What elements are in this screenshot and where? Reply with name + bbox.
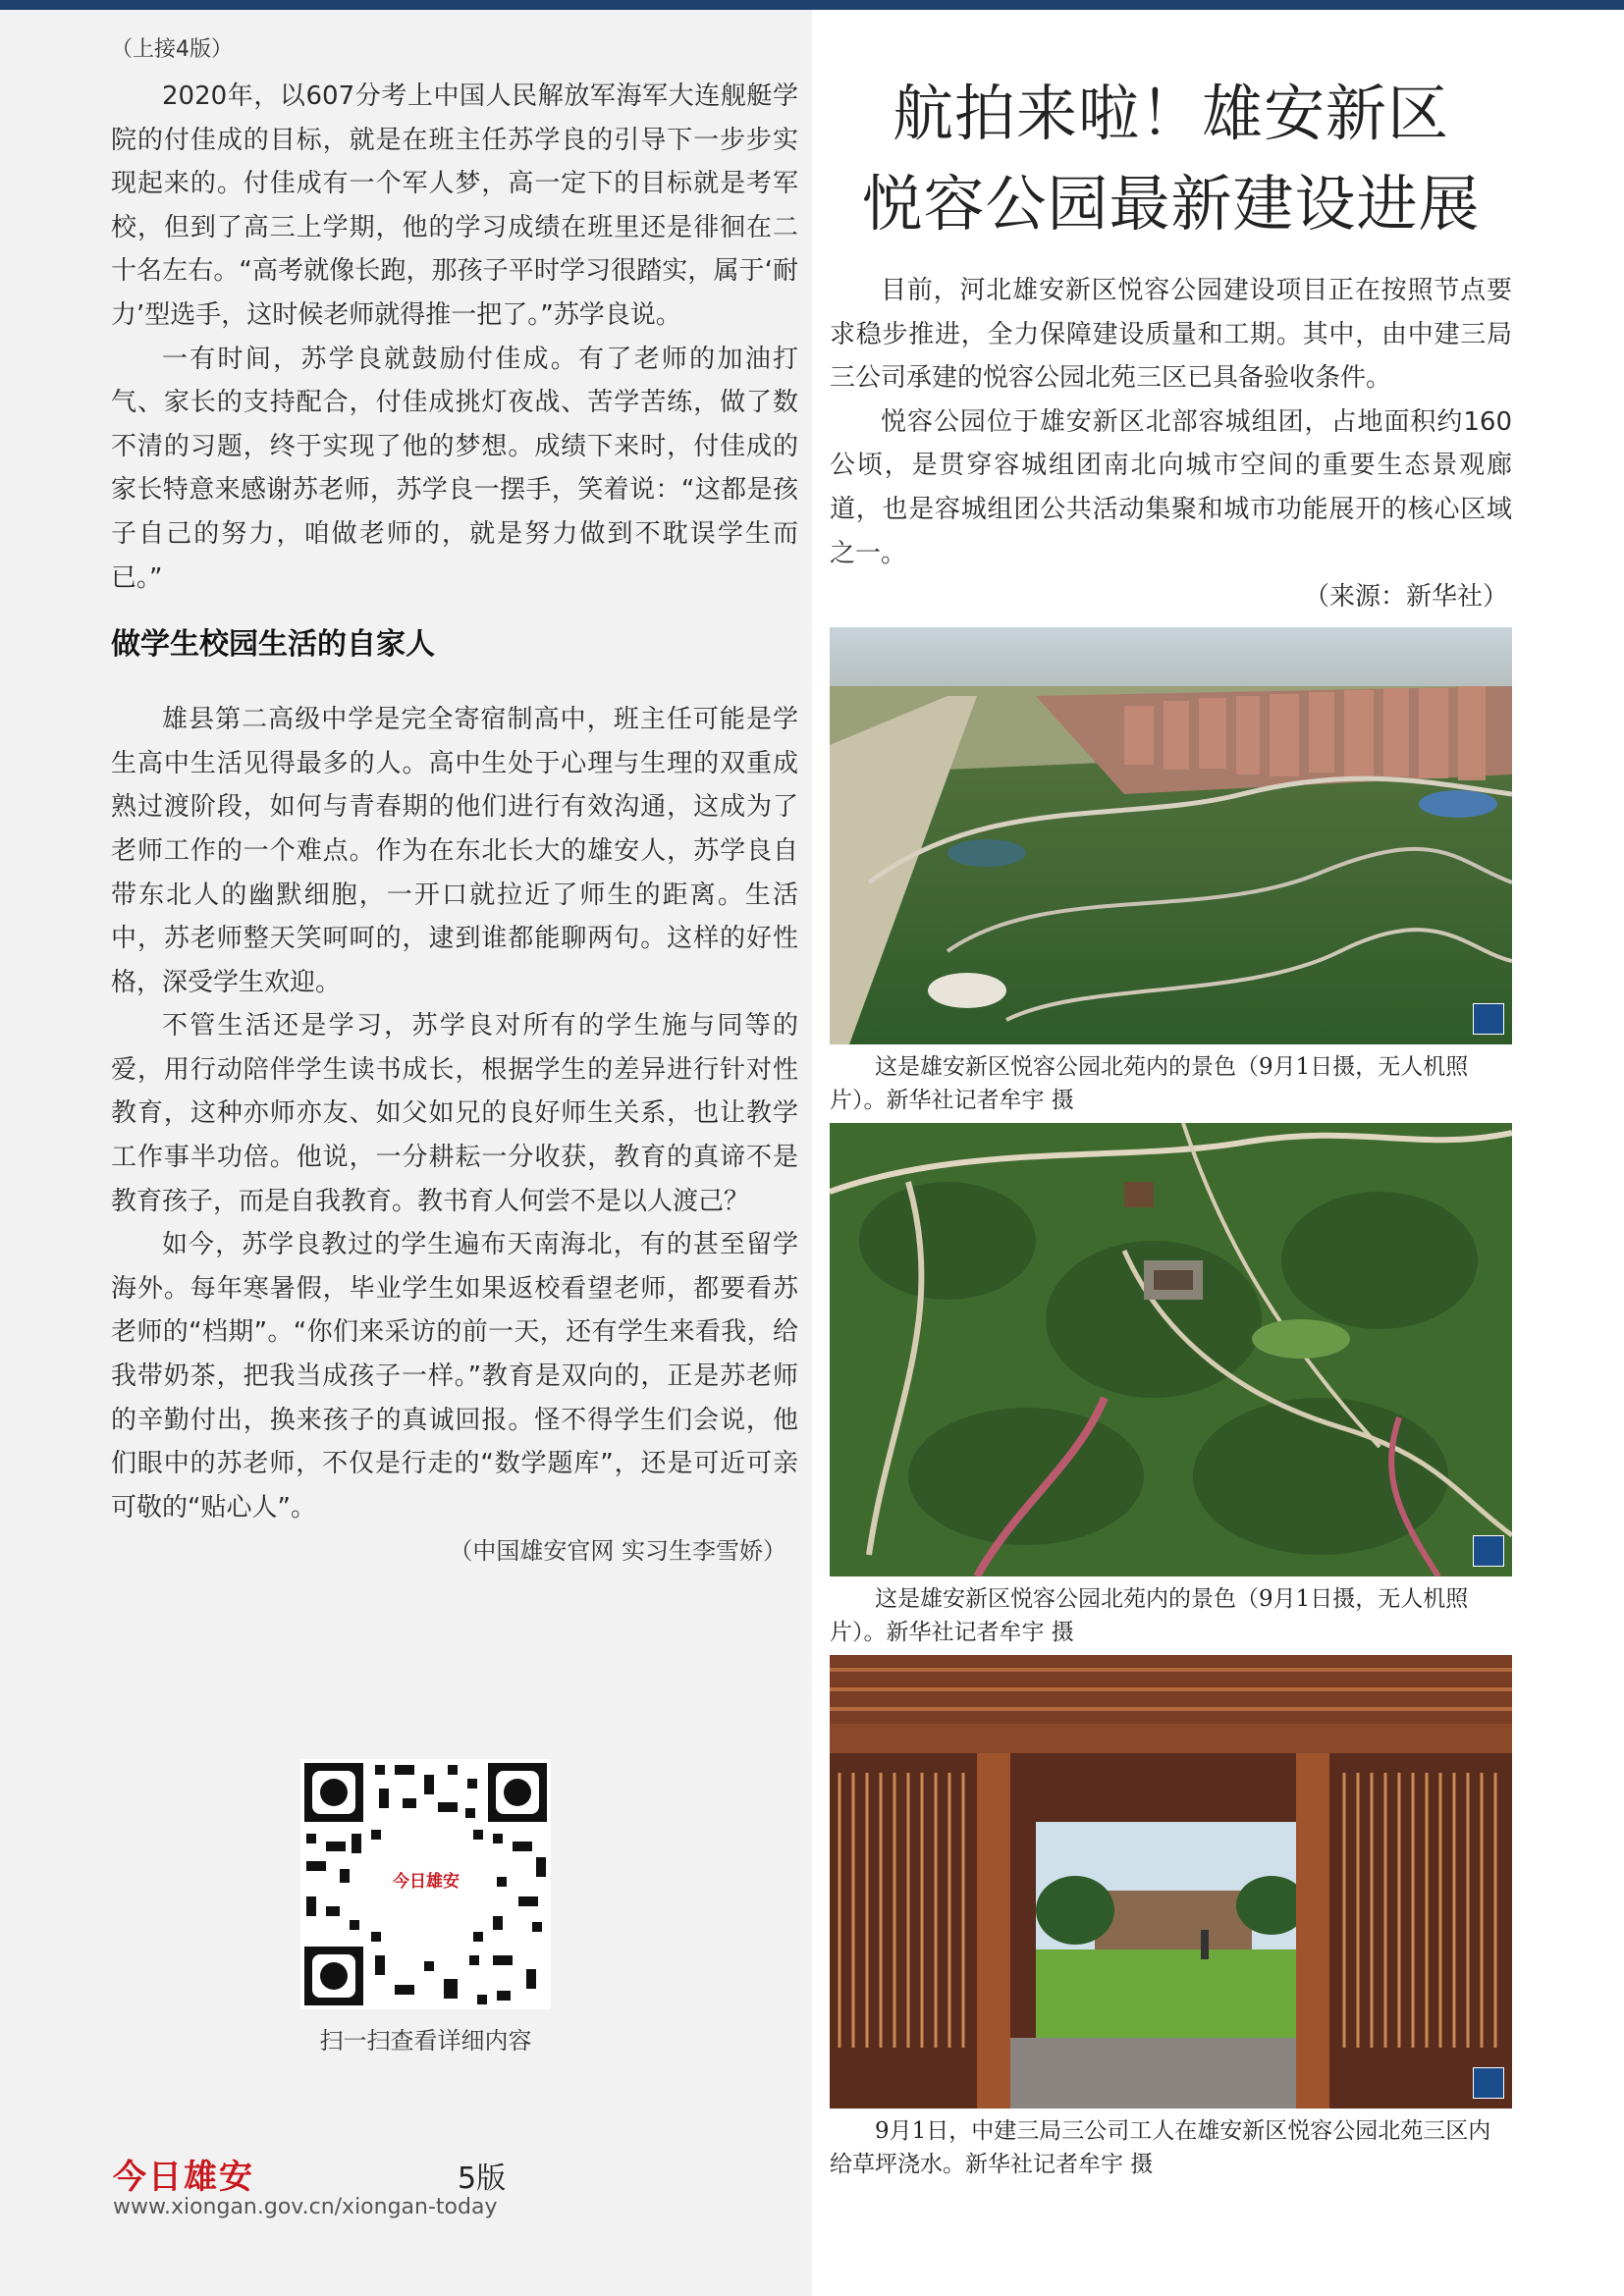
- pavilion-photo: [830, 1655, 1512, 2109]
- article-paragraph: 不管生活还是学习，苏学良对所有的学生施与同等的爱，用行动陪伴学生读书成长，根据学生的差异进行针对性教育，这种亦师亦友、如父如兄的良好师生关系，也让教学工作事半功倍。他说，一分耕耘一分收获，教育的真谛不是教育孩子，而是自我教育。教书育人何尝不是以人渡己？: [111, 1011, 798, 1216]
- pavilion-view-icon: [830, 1655, 1512, 2109]
- right-column: [830, 59, 1512, 2187]
- aerial-photo-2: [830, 1123, 1512, 1576]
- headline-line-2: 悦容公园最新建设进展: [861, 168, 1481, 240]
- watermark-logo: [1473, 2067, 1504, 2099]
- site-url[interactable]: www.xiongan.gov.cn/xiongan-today: [113, 2195, 498, 2219]
- qr-center-logo: 今日雄安: [393, 1872, 460, 1892]
- article-paragraph: 雄县第二高级中学是完全寄宿制高中，班主任可能是学生高中生活见得最多的人。高中生处于心理与生理的双重成熟过渡阶段，如何与青春期的他们进行有效沟通，这成为了老师工作的一个难点。作为在东北长大的雄安人，苏学良自带东北人的幽默细胞，一开口就拉近了师生的距离。生活中，苏老师整天笑呵呵的，逮到谁都能聊两句。这样的好性格，深受学生欢迎。: [111, 705, 798, 997]
- article-headline: [830, 69, 1512, 249]
- watermark-logo: [1473, 1535, 1504, 1567]
- article-paragraph: 悦容公园位于雄安新区北部容城组团，占地面积约160公顷，是贯穿容城组团南北向城市空间的重要生态景观廊道，也是容城组团公共活动集聚和城市功能展开的核心区域之一。: [830, 406, 1512, 568]
- article-source: （中国雄安官网 实习生李雪娇）: [449, 1537, 786, 1566]
- qr-code-block: [300, 1759, 551, 2060]
- photo-caption: 这是雄安新区悦容公园北苑内的景色（9月1日摄，无人机照片）。新华社记者牟宇 摄: [830, 1585, 1469, 1645]
- photo-caption: 这是雄安新区悦容公园北苑内的景色（9月1日摄，无人机照片）。新华社记者牟宇 摄: [830, 1053, 1469, 1113]
- article-paragraph: 如今，苏学良教过的学生遍布天南海北，有的甚至留学海外。每年寒暑假，毕业学生如果返校看望老师，都要看苏老师的“档期”。“你们来采访的前一天，还有学生来看我，给我带奶茶，把我当成孩子一样。”教育是双向的，正是苏老师的辛勤付出，换来孩子的真诚回报。怪不得学生们会说，他们眼中的苏老师，不仅是行走的“数学题库”，还是可近可亲可敬的“贴心人”。: [111, 1230, 798, 1522]
- continuation-note: （上接4版）: [111, 37, 233, 62]
- section-subheading: 做学生校园生活的自家人: [111, 627, 435, 663]
- qr-caption: 扫一扫查看详细内容: [319, 2027, 532, 2055]
- aerial-city-park-icon: [830, 627, 1512, 1044]
- article-paragraph: 一有时间，苏学良就鼓励付佳成。有了老师的加油打气、家长的支持配合，付佳成挑灯夜战、苦学苦练，做了数不清的习题，终于实现了他的梦想。成绩下来时，付佳成的家长特意来感谢苏老师，苏学良一摆手，笑着说：“这都是孩子自己的努力，咱做老师的，就是努力做到不耽误学生而已。”: [111, 344, 798, 593]
- qr-code[interactable]: [300, 1759, 551, 2009]
- article-paragraph: 2020年，以607分考上中国人民解放军海军大连舰艇学院的付佳成的目标，就是在班主任苏学良的引导下一步步实现起来的。付佳成有一个军人梦，高一定下的目标就是考军校，但到了高三上学期，他的学习成绩在班里还是徘徊在二十名左右。“高考就像长跑，那孩子平时学习很踏实，属于‘耐力’型选手，这时候老师就得推一把了。”苏学良说。: [111, 81, 798, 330]
- page-number: 5版: [458, 2162, 507, 2196]
- top-color-bar: [0, 0, 1624, 10]
- aerial-garden-icon: [830, 1123, 1512, 1576]
- left-article: [111, 35, 798, 1573]
- headline-line-1: 航拍来啦！雄安新区: [892, 78, 1449, 149]
- aerial-photo-1: [830, 627, 1512, 1044]
- brand-logo: 今日雄安: [113, 2158, 254, 2197]
- article-paragraph: 目前，河北雄安新区悦容公园建设项目正在按照节点要求稳步推进，全力保障建设质量和工期。其中，由中建三局三公司承建的悦容公园北苑三区已具备验收条件。: [830, 276, 1512, 394]
- left-column: [0, 10, 812, 2296]
- article-source: （来源：新华社）: [1303, 582, 1508, 613]
- watermark-logo: [1473, 1003, 1504, 1035]
- photo-caption: 9月1日，中建三局三公司工人在雄安新区悦容公园北苑三区内给草坪浇水。新华社记者牟宇 摄: [830, 2117, 1491, 2177]
